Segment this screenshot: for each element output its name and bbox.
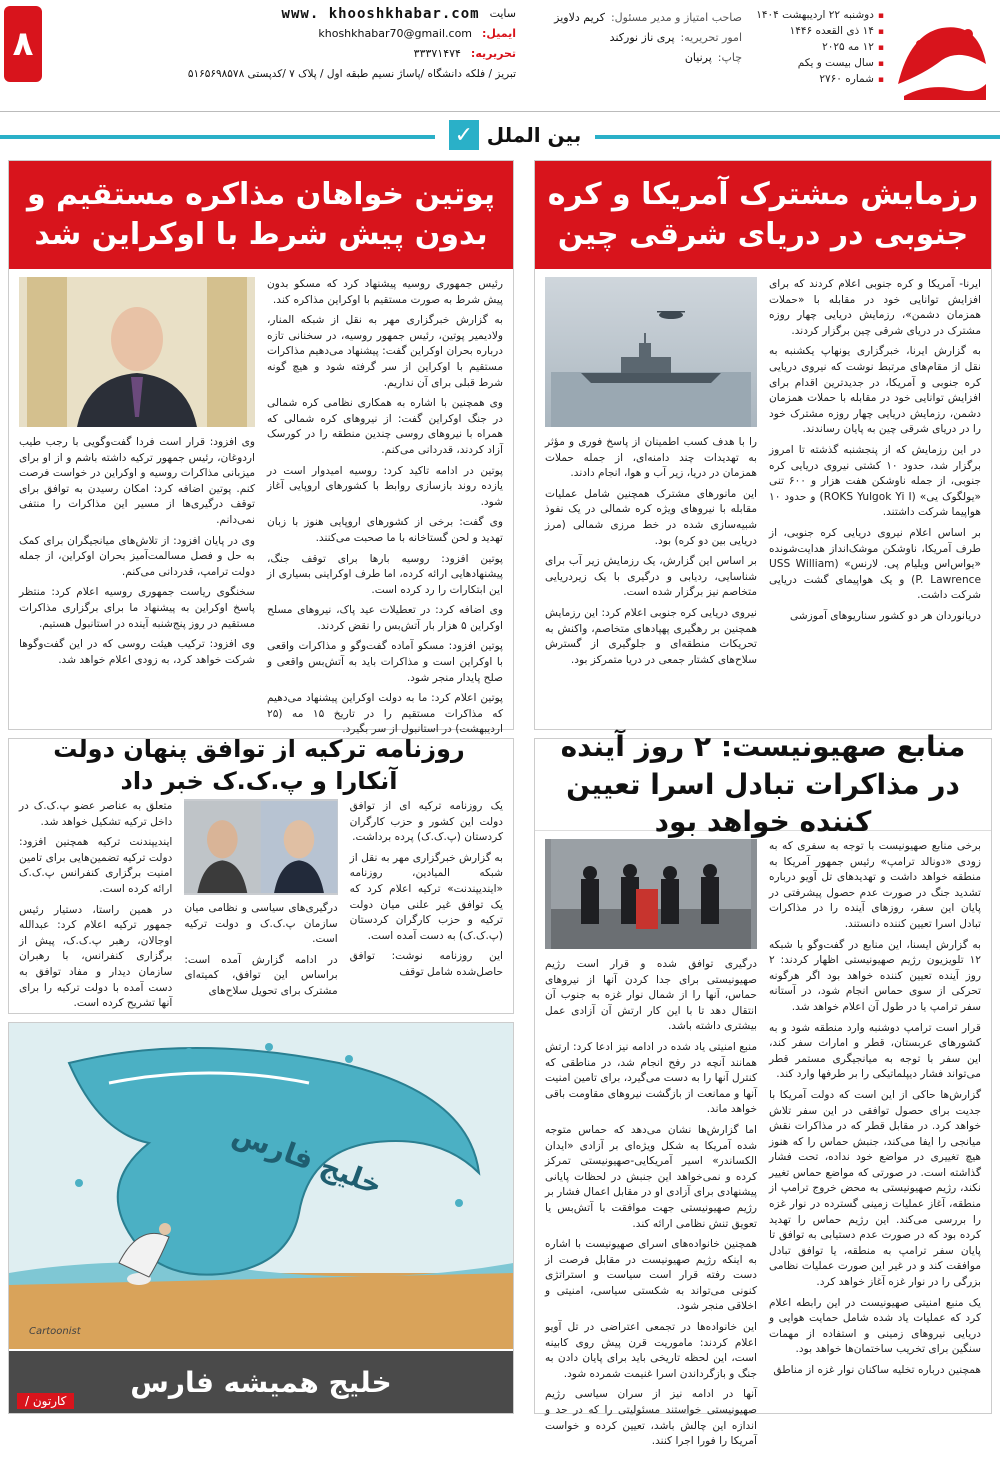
fighters-photo [545, 839, 757, 949]
paragraph: پوتین افزود: مسکو آماده گفت‌وگو و مذاکرات واقعی با اوکراین است و مذاکرات باید به آتش‌بس واقعی و صلح پایدار منجر شود. [267, 640, 503, 684]
paragraph: این روزنامه نوشت: توافق حاصل‌شده شامل توقف [349, 950, 503, 978]
staff-row-editorial: امور تحریریه:پری ناز نورکند [609, 31, 742, 44]
paragraph: درگیری توافق شده و قرار است رژیم صهیونیستی برای جدا کردن آنها از نیروهای حماس، آنها را از شمال نوار غزه به جنوب آن انتقال دهد تا با این کار ارتش آن آزادی عمل بیشتری داشته باشد. [545, 958, 757, 1033]
article-column-left [19, 799, 172, 1017]
paragraph: پوتین افزود: روسیه بارها برای توقف جنگ، پیشنهادهایی ارائه کرده، اما طرف اوکراینی بسیاری از این ابتکارات را رد کرده است. [267, 552, 503, 596]
paragraph: این مانورهای مشترک همچنین شامل عملیات مقابله با نیروهای ویژه کره شمالی در یک نفوذ شبیه‌سازی شده در خط مرزی شمالی (مرز دریایی بین دو کره) بود. [545, 487, 757, 547]
paragraph: وی افزود: قرار است فردا گفت‌وگویی با رجب طیب اردوغان، رئیس جمهور ترکیه داشته باشم و از او برای میزبانی مذاکرات روسیه و اوکراین در خواست فرصت کنم. پوتین اضافه کرد: امکان رسیدن به توافق برای توقف درگیری‌ها از مسیر این مذاکرات را منتفی نمی‌دانم. [19, 436, 255, 526]
paragraph: را با هدف کسب اطمینان از پاسخ فوری و مؤثر به تهدیدات چند دامنه‌ای، از جمله حملات همزمان در دریا، زیر آب و هوا، انجام دادند. [545, 436, 757, 480]
article-turkey-pkk [8, 734, 514, 1014]
paragraph: متعلق به عناصر عضو پ.ک.ک در داخل ترکیه تشکیل خواهد شد. [19, 800, 173, 828]
paragraph: یک منبع امنیتی صهیونیست در این رابطه اعلام کرد که عملیات یاد شده شامل حمایت هوایی و دریایی نیروهای زمینی و استفاده از مهمات سنگین برای تخریب ساختمان‌ها خواهد بود. [769, 1296, 981, 1356]
article-column-left [19, 277, 255, 743]
persian-gulf-wave-icon [9, 1023, 513, 1349]
paragraph: پوتین اعلام کرد: ما به دولت اوکراین پیشنهاد می‌دهیم که مذاکرات مستقیم را در تاریخ ۱۵ مه (۲۵ اردیبهشت) در استانبول از سر بگیرد. [267, 692, 503, 736]
paragraph: به گزارش ایسنا، این منابع در گفت‌وگو با شبکه ۱۲ تلویزیون رژیم صهیونیستی اظهار کردند: ۲ روز آینده تعیین کننده خواهد بود اگر هرگونه تحرکی از سوی حماس انجام شود، در آستانه سفر ترامپ یا در طول آن اعلام خواهد شد. [769, 938, 981, 1013]
sea-label: خلیج فارس [228, 1117, 387, 1202]
paragraph: در این رزمایش که از پنجشنبه گذشته تا امروز برگزار شد، حدود ۱۰ کشتی نیروی دریایی کره جنوبی، از جمله ناوشکن هفت هزار و ۶۰۰ تنی «یولگوک یی» (ROKS Yulgok Yi I) و حدود ۱۰ هواپیما شرکت داشتند. [769, 443, 982, 519]
editorial-phone: ۳۳۳۷۱۴۷۴ [413, 47, 461, 60]
paragraph: وی در پایان افزود: از تلاش‌های میانجیگران برای کمک به حل و فصل مسالمت‌آمیز بحران اوکراین، از جمله دولت ترامپ، قدردانی می‌کنم. [19, 534, 255, 578]
article-headline[interactable]: روزنامه ترکیه از توافق پنهان دولت آنکارا و پ.ک.ک خبر داد [9, 739, 513, 791]
article-headline[interactable]: پوتین خواهان مذاکره مستقیم و بدون پیش شرط با اوکراین شد [9, 161, 513, 269]
issue-date-hijri: ▪ ۱۴ ذی القعده ۱۴۴۶ [752, 24, 884, 40]
newspaper-logo [890, 4, 994, 108]
site-label: سایت [489, 7, 516, 20]
check-icon: ✓ [449, 120, 479, 150]
warship-photo [545, 277, 757, 427]
paragraph: همچنین خانواده‌های اسرای صهیونیست با اشاره به اینکه رژیم صهیونیست در مقابل فرصت از دست رفته قرار است سیاست و استراتژی کنونی می‌تواند به شکستی سیاسی، امنیتی و اخلاقی منجر شود. [545, 1238, 757, 1313]
paragraph: درگیری‌های سیاسی و نظامی میان سازمان پ.ک.ک و دولت ترکیه است. [184, 902, 338, 946]
ocalan-erdogan-photo [184, 799, 337, 895]
paragraph: به گزارش خبرگزاری مهر به نقل از شبکه المنار، ولادیمیر پوتین، رئیس جمهور روسیه، در سخنانی تازه درباره بحران اوکراین گفت: پیشنهاد می‌دهیم مذاکرات مستقیم با اوکراین از سر گرفته شود و هیچ گونه شرط قبلی برای آن نداریم. [267, 314, 503, 389]
article-body [9, 269, 513, 751]
article-column-right [350, 799, 503, 1017]
paragraph: نیروی دریایی کره جنوبی اعلام کرد: این رزمایش همچنین بر رهگیری پهپادهای متخاصم، واکنش به تحریکات منطقه‌ای و جلوگیری از گسترش سلاح‌های کشتار جمعی در دریا متمرکز بود. [545, 606, 757, 666]
portrait-icon [19, 277, 255, 427]
putin-portrait-photo [19, 277, 255, 427]
email-row [46, 24, 516, 44]
cartoon-caption-bar [9, 1351, 513, 1413]
article-column-right [769, 839, 981, 1455]
paragraph: منبع امنیتی یاد شده در ادامه نیز ادعا کرد: ارتش همانند آنچه در رفح انجام شد، در مناطقی که کنترل آنها را به دست می‌گیرد، برای تامین امنیت آنها و ممانعت از بازگشت نیروهای مقاومت باقی خواهد ماند. [545, 1040, 757, 1116]
issue-date-gregorian: ▪ ۱۲ مه ۲۰۲۵ [752, 40, 884, 56]
section-ribbon [0, 116, 1000, 154]
paragraph: همچنین درباره تخلیه ساکنان نوار غزه از مناطق [773, 1364, 981, 1376]
site-url-link[interactable]: www. khooshkhabar.com [281, 6, 480, 22]
paragraph: در ادامه گزارش آمده است: براساس این توافق، کمیته‌ای مشترک برای تحویل سلاح‌های [184, 953, 338, 997]
article-headline[interactable]: رزمایش مشترک آمریکا و کره جنوبی در دریای شرقی چین [535, 161, 991, 269]
paragraph: وی گفت: برخی از کشورهای اروپایی هنوز با زبان تهدید و لحن گستاخانه با ما صحبت می‌کنند. [267, 516, 503, 544]
staff-block [522, 8, 742, 68]
email-link[interactable]: khoshkhabar70@gmail.com [318, 27, 473, 40]
article-column-left [545, 839, 757, 1455]
paragraph: پوتین در ادامه تاکید کرد: روسیه امیدوار است در یازده روند بازسازی روابط با کشورهای اروپایی آغاز شود. [267, 464, 503, 508]
article-korea-us-drill [534, 160, 992, 730]
paragraph: سخنگوی ریاست جمهوری روسیه اعلام کرد: منتظر پاسخ اوکراین به پیشنهاد ما برای برگزاری مذاکرات مستقیم در روز پنج‌شنبه آینده در استانبول هستیم. [19, 586, 255, 630]
artist-signature: Cartoonist [29, 1326, 81, 1337]
issue-date-block [752, 8, 884, 88]
paragraph: بر اساس این گزارش، یک رزمایش زیر آب برای شناسایی، ردیابی و درگیری با یک زیردریایی متخاصم نیز برگزار شده است. [545, 555, 757, 599]
issue-date-persian: ▪ دوشنبه ۲۲ اردیبهشت ۱۴۰۴ [752, 8, 884, 24]
article-column-left [545, 277, 757, 673]
paragraph: در همین راستا، دستیار رئیس جمهور ترکیه اعلام کرد: عبدالله اوجالان، رهبر پ.ک.ک، پیش از برگزاری کنفرانس، با رهبران سازمان دیدار و مفاد توافق به دست آمده با دولت ترکیه را برای آنها تشریح کرده است. [19, 903, 173, 1010]
paragraph: اما گزارش‌ها نشان می‌دهد که حماس متوجه شده آمریکا به شکل ویژه‌ای بر آزادی «ایدان الکساندر» اسیر آمریکایی-صهیونیستی تمرکز کرده و نمی‌خواهد این جنبش در لحظات پایانی پیشنهادی برای آزادی او در مقابل اعمال فشار بر رژیم صهیونیستی جهت موافقت با آتش‌بس یا تعویق تنش نظامی ارائه کند. [545, 1123, 757, 1230]
article-headline[interactable]: منابع صهیونیست: ۲ روز آینده در مذاکرات تبادل اسرا تعیین کننده خواهد بود [535, 739, 991, 831]
issue-year: ▪ سال بیست و یکم [752, 56, 884, 72]
paragraph: برخی منابع صهیونیست با توجه به سفری که به زودی «دونالد ترامپ» رئیس جمهور آمریکا به منطقه خواهد داشت و تهدیدهای تل آویو درباره تشدید جنگ در صورت عدم حصول پیشرفتی در پایان این سفر، روزهای آینده را در مذاکرات تبادل اسرا تعیین کننده دانستند. [769, 840, 981, 930]
staff-row-print: چاپ:پرنیان [684, 51, 742, 64]
article-column-middle [184, 799, 337, 1017]
article-body [535, 269, 991, 681]
paragraph: این خانواده‌ها در تجمعی اعتراضی در تل آویو اعلام کردند: ماموریت قرن پیش روی کابینه است، این لحظه تاریخی باید برای پایان دادن به جنگ و بازگرداندن اسرا غنیمت شمرده شود. [545, 1321, 757, 1380]
masthead [0, 0, 1000, 112]
editorial-label: تحریریه: [470, 47, 516, 60]
paragraph: آنها در ادامه نیز از سران سیاسی رژیم صهیونیستی خواستند مسئولیتی را که در حد و اندازه این چالش باشد، تعیین کرده و خواست آمریکا را فورا اجرا کنند. [545, 1388, 757, 1448]
two-portraits-icon [184, 799, 337, 895]
cartoon-section-label: کارتون / [17, 1393, 74, 1409]
article-body [9, 791, 513, 1025]
paragraph: دریانوردان هر دو کشور سناریوهای آموزشی [789, 609, 981, 622]
paragraph: قرار است ترامپ دوشنبه وارد منطقه شود و به کشورهای عربستان، قطر و امارات سفر کند، این سفر با توجه به میانجیگری مستمر قطر می‌تواند فشار دیپلماتیکی را بر طرفها وارد کند. [769, 1021, 981, 1081]
section-title: بین الملل [486, 123, 582, 147]
article-body [535, 831, 991, 1463]
paragraph: وی افزود: ترکیب هیئت روسی که در این گفت‌وگوها شرکت خواهد کرد، به زودی اعلام خواهد شد. [19, 638, 255, 666]
paragraph: ایندیپندنت ترکیه همچنین افزود: دولت ترکیه تضمین‌هایی برای تامین امنیت برگزاری کنفرانس پ.ک.ک ارائه کرده است. [19, 836, 173, 895]
paragraph: وی اضافه کرد: در تعطیلات عید پاک، نیروهای مسلح اوکراین ۵ هزار بار آتش‌بس را نقض کردند. [267, 604, 503, 632]
article-putin-ukraine [8, 160, 514, 736]
section-tag [435, 118, 595, 152]
paragraph: وی همچنین با اشاره به همکاری نظامی کره شمالی در جنگ اوکراین گفت: از نیروهای کره شمالی که همراه با نیروهای روسی چندین منطقه را در کورسک آزاد کردند، قدردانی می‌کنم. [267, 397, 503, 456]
paragraph: ایرنا- آمریکا و کره جنوبی اعلام کردند که برای افزایش توانایی خود در مقابله با «حملات همزمان دشمن»، رزمایش دریایی چهار روزه مشترک در دریای شرقی چین برگزار کردند. [769, 278, 981, 337]
warship-icon [545, 277, 757, 427]
site-row [46, 4, 516, 24]
article-hostage-talks [534, 729, 992, 1448]
email-label: ایمیل: [482, 27, 516, 40]
paragraph: یک روزنامه ترکیه ای از توافق دولت این کشور و حزب کارگران کردستان (پ.ک.ک) پرده برداشت. [349, 800, 503, 844]
contact-block [46, 4, 516, 84]
article-column-right [267, 277, 503, 743]
cartoon-caption: خلیج همیشه فارس [130, 1365, 392, 1399]
paragraph: به گزارش ایرنا، خبرگزاری یونهاپ یکشنبه به نقل از مقام‌های مرتبط نوشت که نیروی دریایی کره جنوبی و آمریکا، در جدیدترین اقدام برای افزایش توانایی خود در مقابله با حملات همزمان دشمن، رزمایش دریایی چهار روزه مشترک خود را در دریای شرقی چین به پایان رساندند. [769, 345, 981, 436]
paragraph: رئیس جمهوری روسیه پیشنهاد کرد که مسکو بدون پیش شرط به صورت مستقیم با اوکراین مذاکره کند. [267, 278, 503, 306]
fighters-icon [545, 839, 757, 949]
paragraph: بر اساس اعلام نیروی دریایی کره جنوبی، از طرف آمریکا، ناوشکن موشک‌انداز هدایت‌شونده «یواس‌اس ویلیام پی. لارنس» (USS William P. Lawrence) و یک هواپیمای گشت دریایی شرکت داشت. [769, 526, 982, 602]
paragraph: گزارش‌ها حاکی از این است که دولت آمریکا با جدیت برای حصول توافقی در این سفر تلاش خواهد کرد. در مقابل قطر که در مذاکرات نقش میانجی را ایفا می‌کند، جنبش حماس را که هنوز هیچ تغییری در مواضع خود نداده، تحت فشار گذاشته است. در صورتی که مواضع حماس تغییر نکند، رژیم صهیونیستی به محض خروج ترامپ از منطقه، آغاز عملیات زمینی گسترده در نوار غزه را بررسی می‌کند. این رژیم حماس را تهدید کرده بود که در صورت عدم دستیابی به توافق تا پایان سفر ترامپ به منطقه، یا توافق تبادل موافقت کند و در غیر این صورت عملیات نظامی بزرگی را در نوار غزه آغاز خواهد کرد. [769, 1088, 981, 1289]
staff-row-publisher: صاحب امتیاز و مدیر مسئول:کریم دلاویز [554, 11, 742, 24]
issue-number: ▪ شماره ۲۷۶۰ [752, 72, 884, 88]
address-text: تبریز / فلکه دانشگاه /پاساژ نسیم طبقه اول / پلاک ۷ /کدپستی ۵۱۶۵۶۹۸۵۷۸ [187, 68, 516, 80]
address-row [46, 64, 516, 84]
editorial-phone-row [46, 44, 516, 64]
cartoon-illustration [9, 1023, 513, 1349]
page-number-badge: ۸ [4, 6, 42, 82]
khoshkhabar-logo-icon [890, 4, 994, 108]
article-column-right [769, 277, 981, 673]
paragraph: به گزارش خبرگزاری مهر به نقل از شبکه المیادین، روزنامه «ایندیپندنت» ترکیه اعلام کرد که یک توافق غیر علنی میان دولت ترکیه و حزب کارگران کردستان (پ.ک.ک) به دست آمده است. [349, 851, 503, 942]
cartoon-panel [8, 1022, 514, 1414]
